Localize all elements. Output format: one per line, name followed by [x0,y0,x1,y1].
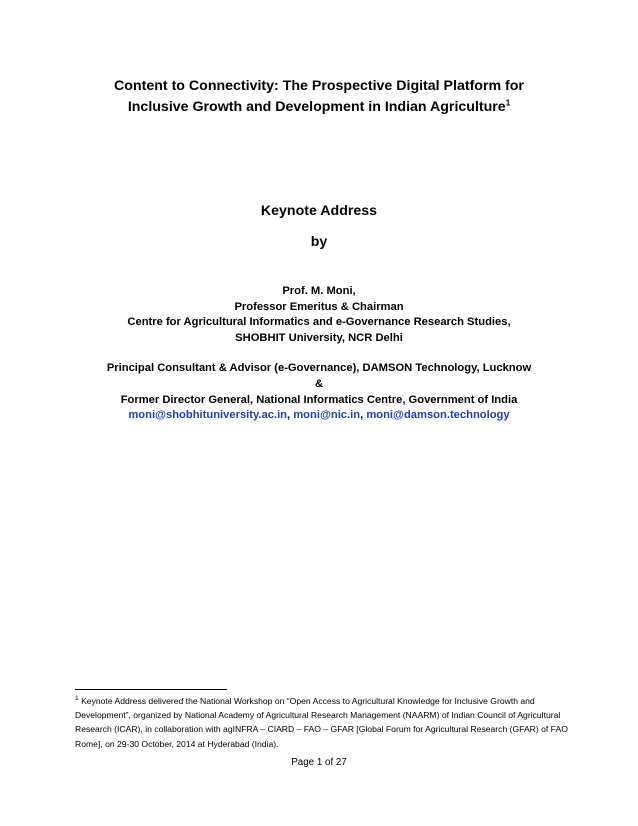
email-link-damson[interactable]: moni@damson.technology [366,409,510,422]
email-separator: , [360,409,367,422]
by-line: by [310,234,328,250]
author-university: SHOBHIT University, NCR Delhi [235,331,403,344]
email-link-nic[interactable]: moni@nic.in [293,409,361,422]
affiliation-ampersand: & [314,377,324,390]
keynote-heading: Keynote Address [260,203,378,219]
affiliation-block [0,361,638,424]
title-footnote-marker[interactable]: 1 [505,98,511,108]
title-line-2 [0,97,638,118]
email-link-shobhit[interactable]: moni@shobhituniversity.ac.in [128,409,288,422]
title-line-2-text: Inclusive Growth and Development in Indian Agriculture [127,99,506,115]
footnote-marker: 1 [75,695,79,703]
author-name: Prof. M. Moni, [282,285,356,297]
author-position: Professor Emeritus & Chairman [234,300,404,313]
footnote [75,694,575,751]
page-number: Page 1 of 27 [291,757,347,768]
document-title [0,76,638,118]
author-centre: Centre for Agricultural Informatics and e-Governance Research Studies, [127,316,511,329]
email-separator: , [287,409,294,422]
footnote-rule [75,689,227,690]
title-line-1: Content to Connectivity: The Prospective Digital Platform for [114,78,524,94]
footnote-text: Keynote Address delivered the National Workshop on “Open Access to Agricultural Knowledge for Inclusive Growth and Development”, organized by National Academy of Agricultural Research Management (NAARM) of Indian Council of Agricultural Research (ICAR), in collaboration with agINFRA – CIARD – FAO – GFAR [Global Forum for Agricultural Research (GFAR) of FAO Rome], on 29-30 October, 2014 at Hyderabad (India). [75,696,568,749]
affiliation-line-2: Former Director General, National Informatics Centre, Government of India [120,393,518,406]
author-block [0,284,638,346]
email-line [0,408,638,424]
affiliation-line-1: Principal Consultant & Advisor (e-Governance), DAMSON Technology, Lucknow [106,362,532,374]
